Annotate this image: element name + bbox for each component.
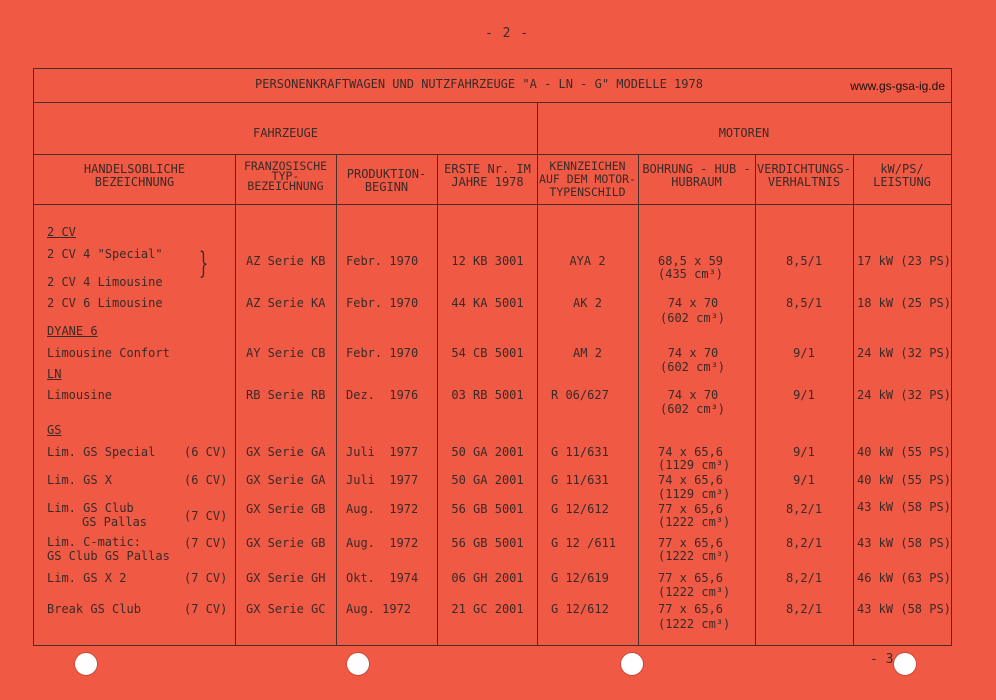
table-cell: 50 GA 2001 — [451, 473, 524, 487]
column-header-kw: kW/PS/ LEISTUNG — [873, 162, 931, 189]
table-cell: G 11/631 — [551, 445, 609, 459]
table-cell: AZ Serie KA — [246, 296, 326, 310]
table-cell: 24 kW (32 PS) — [857, 346, 951, 360]
table-cell: Febr. 1970 — [346, 254, 419, 268]
punch-hole — [74, 652, 98, 676]
table-cell: 77 x 65,6 — [658, 571, 724, 585]
row5-name: Lim. GS Special — [47, 445, 156, 459]
table-cell: (602 cm³) — [660, 311, 726, 325]
table-cell: (1222 cm³) — [658, 617, 731, 631]
table-cell: Dez. 1976 — [346, 388, 419, 402]
table-cell: 03 RB 5001 — [451, 388, 524, 402]
table-cell: (6 CV) — [184, 445, 228, 459]
table-cell: 12 KB 3001 — [451, 254, 524, 268]
column-header-bohr: BOHRUNG - HUB - HUBRAUM — [642, 162, 751, 189]
table-cell: 8,2/1 — [785, 571, 823, 585]
table-cell: (7 CV) — [184, 602, 228, 616]
punch-hole — [893, 652, 917, 676]
table-cell: (1222 cm³) — [658, 549, 731, 563]
table-cell: 8,5/1 — [785, 254, 823, 268]
column-header-franz: FRANZOSISCHE TYP- BEZEICHNUNG — [243, 159, 328, 193]
table-cell: Febr. 1970 — [346, 296, 419, 310]
table-cell: AK 2 — [573, 296, 602, 310]
table-cell: (1129 cm³) — [658, 458, 731, 472]
table-cell: GX Serie GB — [246, 536, 326, 550]
divider — [853, 154, 854, 645]
table-cell: (7 CV) — [184, 571, 228, 585]
table-cell: (602 cm³) — [660, 402, 726, 416]
row4-name: Limousine — [47, 388, 113, 402]
table-cell: 74 x 65,6 — [658, 473, 724, 487]
table-cell: AY Serie CB — [246, 346, 326, 360]
table-cell: Febr. 1970 — [346, 346, 419, 360]
table-cell: G 12/612 — [551, 602, 609, 616]
table-cell: 56 GB 5001 — [451, 502, 524, 516]
table-cell: Juli 1977 — [346, 445, 419, 459]
table-cell: 43 kW (58 PS) — [857, 602, 951, 616]
table-cell: (7 CV) — [184, 536, 228, 550]
table-cell: 06 GH 2001 — [451, 571, 524, 585]
table-cell: (602 cm³) — [660, 360, 726, 374]
table-cell: 8,2/1 — [785, 502, 823, 516]
table-cell: AYA 2 — [569, 254, 606, 268]
table-cell: (7 CV) — [184, 509, 228, 523]
table-cell: (1129 cm³) — [658, 487, 731, 501]
table-cell: GX Serie GH — [246, 571, 326, 585]
row2-name: 2 CV 6 Limousine — [47, 296, 163, 310]
table-cell: 74 x 70 — [667, 346, 719, 360]
table-cell: 46 kW (63 PS) — [857, 571, 951, 585]
table-cell: GX Serie GA — [246, 473, 326, 487]
data-table — [33, 68, 952, 646]
row6-name: Lim. GS X — [47, 473, 113, 487]
table-cell: GX Serie GB — [246, 502, 326, 516]
table-cell: 21 GC 2001 — [451, 602, 524, 616]
table-cell: Okt. 1974 — [346, 571, 419, 585]
divider — [34, 154, 951, 155]
row8-name-a: Lim. C-matic: — [47, 535, 141, 549]
table-cell: 74 x 70 — [667, 296, 719, 310]
table-cell: (435 cm³) — [658, 267, 724, 281]
next-page-marker: - 3 — [870, 652, 894, 667]
table-cell: 74 x 70 — [667, 388, 719, 402]
table-cell: 17 kW (23 PS) — [857, 254, 951, 268]
table-cell: 24 kW (32 PS) — [857, 388, 951, 402]
table-cell: 9/1 — [793, 473, 815, 487]
table-cell: R 06/627 — [551, 388, 609, 402]
table-cell: Juli 1977 — [346, 473, 419, 487]
table-cell: 40 kW (55 PS) — [857, 473, 951, 487]
table-cell: GX Serie GC — [246, 602, 326, 616]
website-url[interactable]: www.gs-gsa-ig.de — [850, 79, 945, 93]
row1-name-a: 2 CV 4 "Special" — [47, 247, 163, 261]
table-cell: G 12/619 — [551, 571, 609, 585]
group-header-vehicles: FAHRZEUGE — [252, 126, 319, 140]
table-cell: 40 kW (55 PS) — [857, 445, 951, 459]
section-ln: LN — [47, 367, 62, 381]
table-cell: 43 kW (58 PS) — [857, 500, 951, 514]
row3-name: Limousine Confort — [47, 346, 170, 360]
table-cell: Aug. 1972 — [346, 602, 412, 616]
divider — [235, 154, 236, 645]
table-cell: 9/1 — [793, 346, 815, 360]
divider — [336, 154, 337, 645]
section-gs: GS — [47, 423, 62, 437]
punch-hole — [620, 652, 644, 676]
table-cell: 54 CB 5001 — [451, 346, 524, 360]
table-cell: 50 GA 2001 — [451, 445, 524, 459]
table-cell: G 11/631 — [551, 473, 609, 487]
row9-name: Lim. GS X 2 — [47, 571, 127, 585]
table-cell: 9/1 — [793, 445, 815, 459]
column-header-erste: ERSTE Nr. IM JAHRE 1978 — [444, 162, 531, 189]
table-cell: 68,5 x 59 — [658, 254, 724, 268]
table-cell: 44 KA 5001 — [451, 296, 524, 310]
table-cell: 9/1 — [793, 388, 815, 402]
column-header-kenn: KENNZEICHEN AUF DEM MOTOR- TYPENSCHILD — [539, 159, 636, 199]
column-header-handel: HANDELSOBLICHE BEZEICHNUNG — [83, 162, 186, 189]
column-header-prod: PRODUKTION- BEGINN — [346, 167, 427, 194]
table-cell: G 12 /611 — [551, 536, 617, 550]
table-cell: 56 GB 5001 — [451, 536, 524, 550]
table-cell: AM 2 — [573, 346, 602, 360]
page-number: - 2 - — [485, 26, 530, 41]
row7-name-a: Lim. GS Club — [47, 501, 134, 515]
table-cell: Aug. 1972 — [346, 536, 419, 550]
divider — [34, 102, 951, 103]
table-cell: 77 x 65,6 — [658, 502, 724, 516]
row8-name-b: GS Club GS Pallas — [47, 549, 170, 563]
table-cell: (1222 cm³) — [658, 515, 731, 529]
brace-icon: } — [198, 246, 209, 281]
group-header-motors: MOTOREN — [718, 126, 770, 140]
table-cell: (6 CV) — [184, 473, 228, 487]
table-cell: 18 kW (25 PS) — [857, 296, 951, 310]
table-cell: 77 x 65,6 — [658, 536, 724, 550]
table-cell: 77 x 65,6 — [658, 602, 724, 616]
table-cell: 8,2/1 — [785, 536, 823, 550]
column-header-verd: VERDICHTUNGS- VERHALTNIS — [757, 162, 851, 189]
table-cell: 8,2/1 — [785, 602, 823, 616]
table-cell: 43 kW (58 PS) — [857, 536, 951, 550]
row1-name-b: 2 CV 4 Limousine — [47, 275, 163, 289]
table-cell: AZ Serie KB — [246, 254, 326, 268]
table-cell: (1222 cm³) — [658, 585, 731, 599]
table-cell: 74 x 65,6 — [658, 445, 724, 459]
table-cell: RB Serie RB — [246, 388, 326, 402]
table-cell: Aug. 1972 — [346, 502, 419, 516]
table-cell: GX Serie GA — [246, 445, 326, 459]
section-dyane: DYANE 6 — [47, 324, 98, 338]
divider — [34, 204, 951, 205]
table-cell: G 12/612 — [551, 502, 609, 516]
punch-hole — [346, 652, 370, 676]
row10-name: Break GS Club — [47, 602, 141, 616]
table-title: PERSONENKRAFTWAGEN UND NUTZFAHRZEUGE "A - LN - G" MODELLE 1978 — [255, 77, 703, 91]
section-2cv: 2 CV — [47, 225, 76, 239]
table-cell: 8,5/1 — [785, 296, 823, 310]
row7-name-b: GS Pallas — [82, 515, 148, 529]
